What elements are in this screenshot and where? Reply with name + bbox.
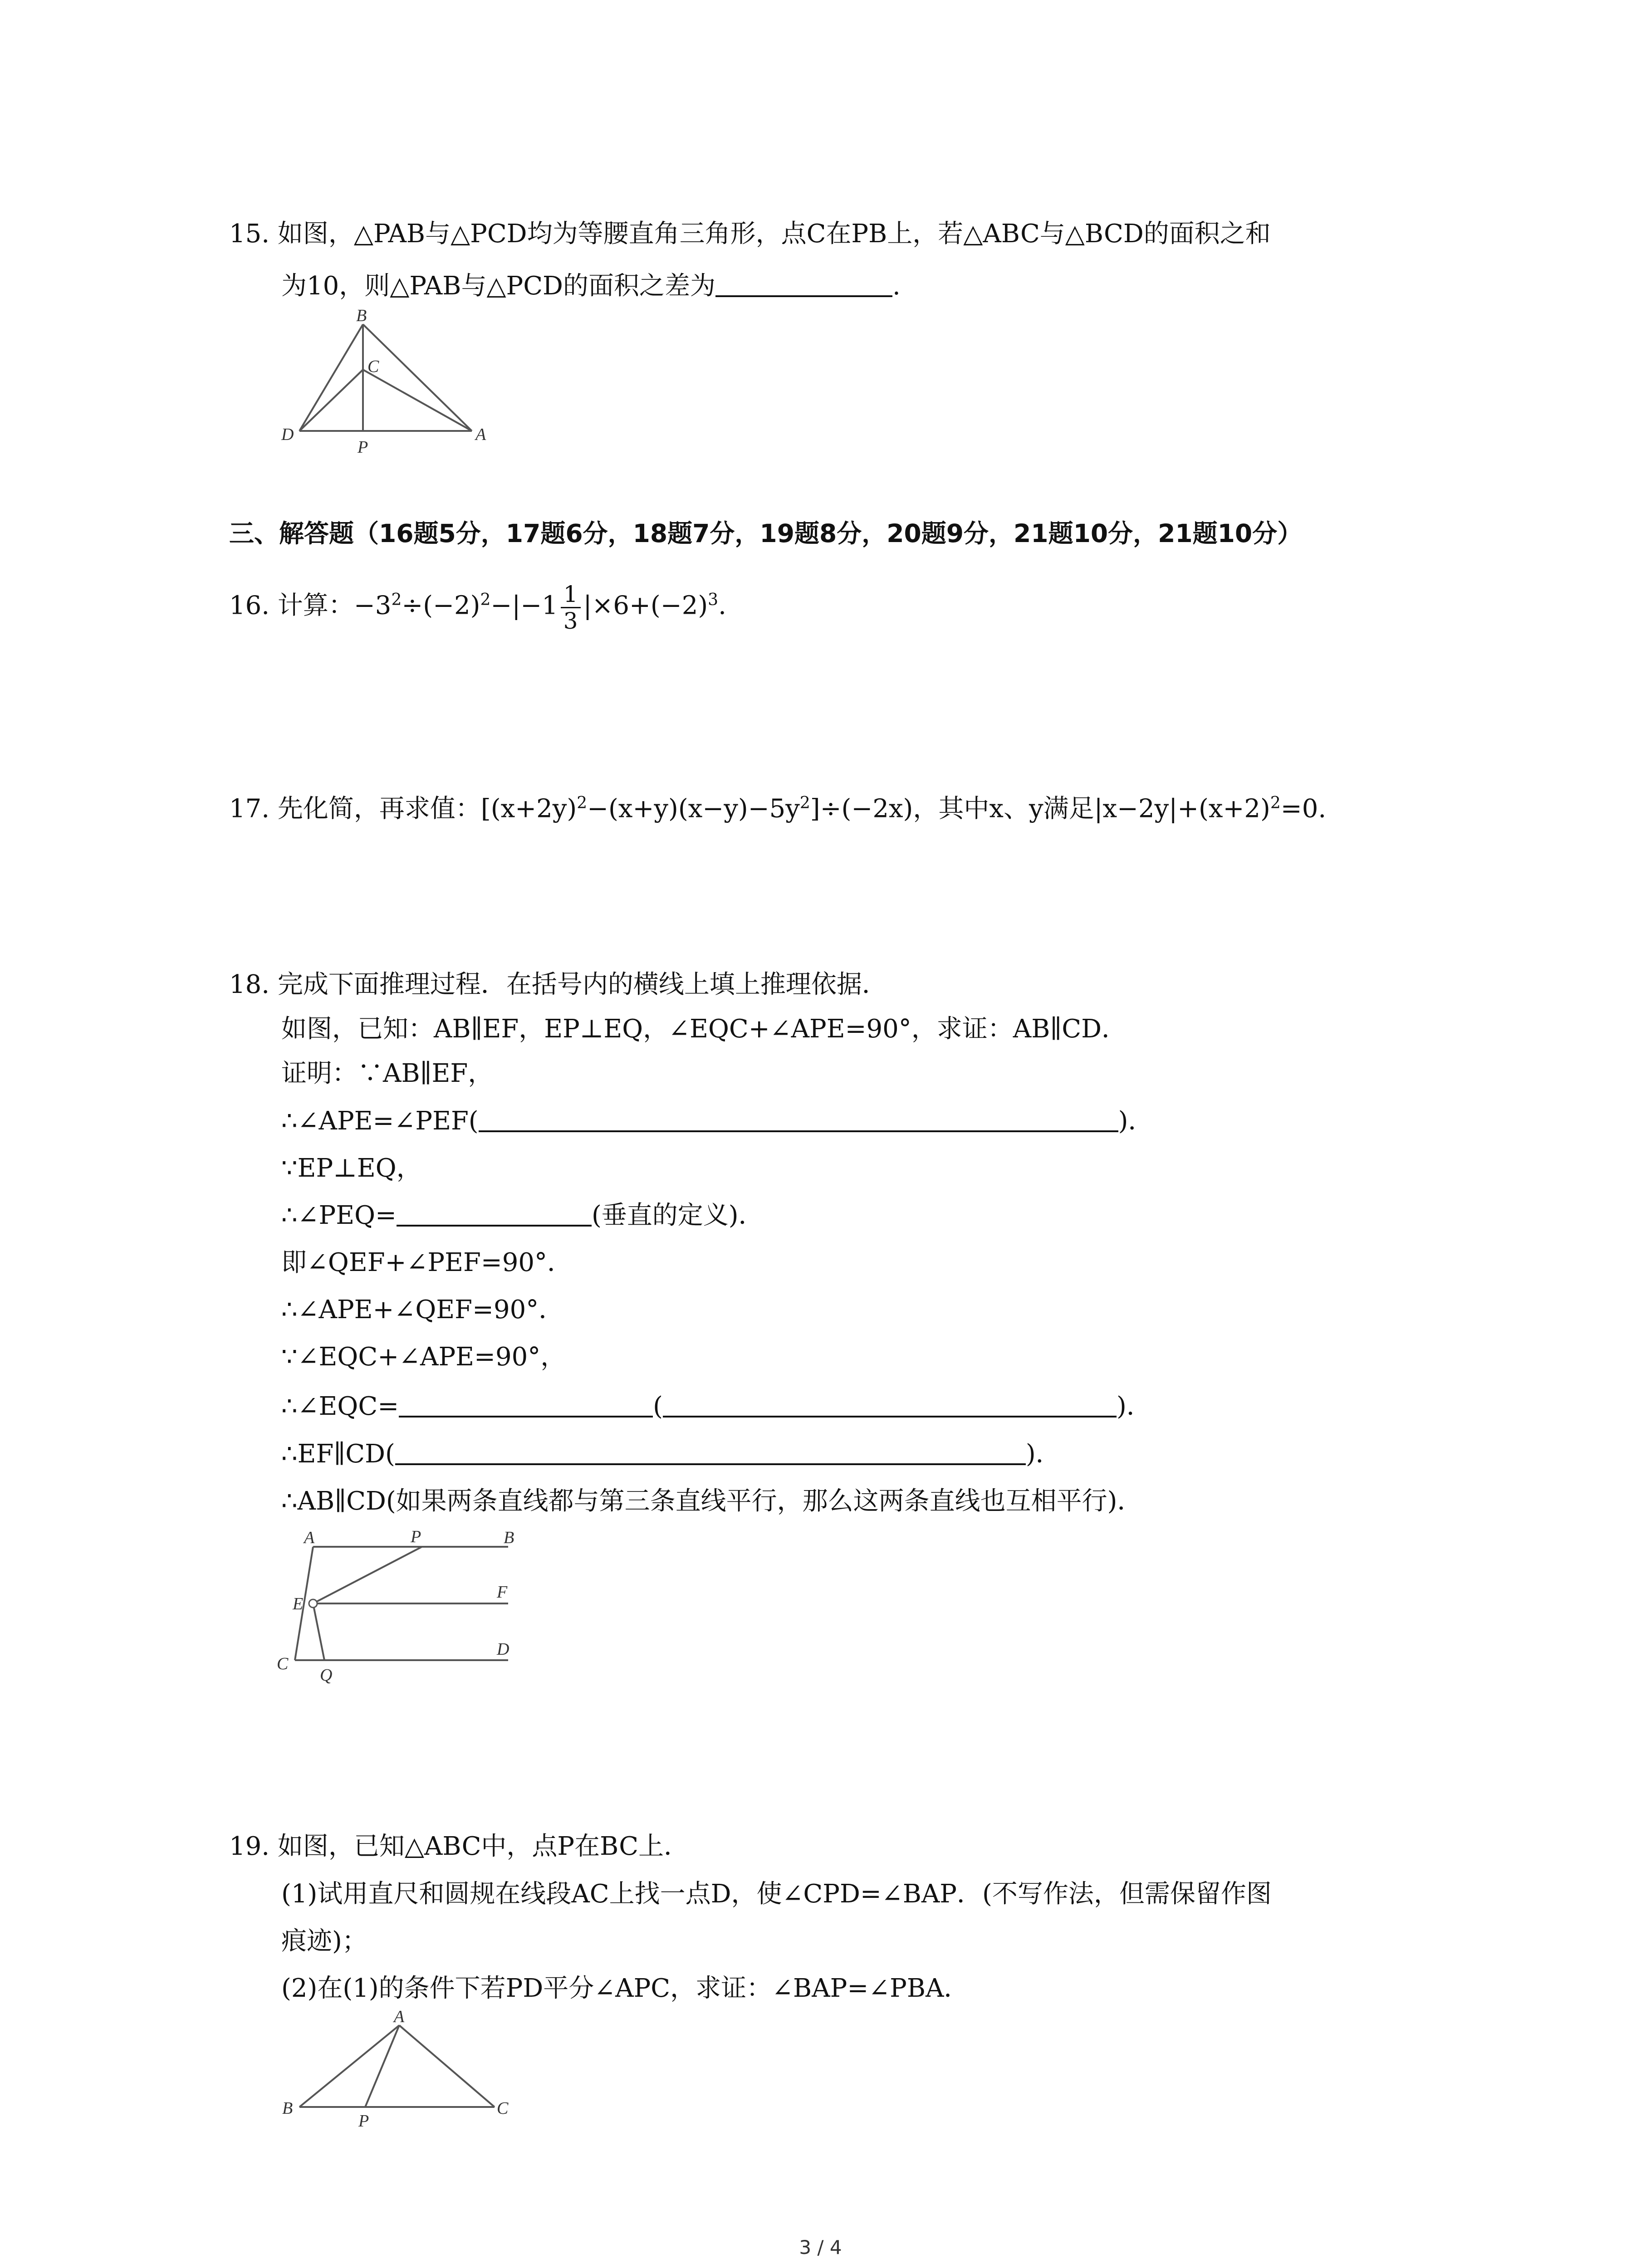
q15-text-line1: 如图，△PAB与△PCD均为等腰直角三角形，点C在PB上，若△ABC与△BCD的面积之和: [277, 219, 1271, 249]
q18-step1-blank[interactable]: [479, 1105, 1118, 1132]
q18-step3: [281, 1199, 764, 1232]
q18-step7: [281, 1390, 1152, 1423]
q16-line: [229, 575, 726, 634]
q18-intro-line: [229, 968, 887, 1001]
q17-sup2: 2: [799, 794, 810, 812]
q19-part1-line1: (1)试用直尺和圆规在线段AC上找一点D，使∠CPD=∠BAP．(不写作法，但需保留作图: [281, 1879, 1272, 1909]
q18-given: 如图，已知：AB∥EF，EP⊥EQ，∠EQC+∠APE=90°，求证：AB∥CD．: [281, 1014, 1127, 1044]
q18-step3-reason: (垂直的定义)．: [591, 1201, 764, 1230]
q18-step1-text: ∴∠APE=∠PEF(: [281, 1106, 479, 1136]
q17-sup3: 2: [1270, 794, 1281, 812]
q18-number: 18.: [229, 970, 270, 999]
q18-label-A: A: [304, 1529, 315, 1547]
q17-expr-part4: =0.: [1280, 794, 1327, 824]
q17-sup1: 2: [577, 794, 588, 812]
q18-step8-end: )．: [1025, 1439, 1061, 1469]
q16-expr-part1: 计算：−3: [277, 591, 392, 621]
q18-figure: [272, 1529, 535, 1696]
q19-label-C: C: [497, 2099, 509, 2118]
q19-figure: [272, 2005, 526, 2132]
q16-number: 16.: [229, 591, 270, 621]
q16-sup3: 3: [708, 591, 719, 609]
q18-step6: ∵∠EQC+∠APE=90°，: [281, 1342, 566, 1372]
q16-expr-part4: |×6+(−2): [583, 591, 708, 621]
q16-expr-part2: ÷(−2): [402, 591, 480, 621]
q16-frac-num: 1: [561, 582, 581, 608]
q17-number: 17.: [229, 794, 270, 824]
q18-step7-text: ∴∠EQC=: [281, 1392, 399, 1421]
q17-expr-part3: ]÷(−2x)，其中x、y满足|x−2y|+(x+2): [810, 794, 1270, 824]
q18-step3-text: ∴∠PEQ=: [281, 1201, 397, 1230]
q18-step8-text: ∴EF∥CD(: [281, 1439, 395, 1469]
q18-label-C: C: [277, 1654, 289, 1673]
section-3-heading: 三、解答题（16题5分，17题6分，18题7分，19题8分，20题9分，21题10分，21题10分）: [229, 519, 1303, 548]
q19-intro: 如图，已知△ABC中，点P在BC上．: [277, 1832, 690, 1861]
q18-step5: ∴∠APE+∠QEF=90°．: [281, 1295, 564, 1325]
q19-number: 19.: [229, 1832, 270, 1861]
q16-sup2: 2: [480, 591, 491, 609]
q18-step4: 即∠QEF+∠PEF=90°．: [281, 1248, 573, 1277]
q15-label-D: D: [281, 425, 294, 444]
q18-step9: ∴AB∥CD(如果两条直线都与第三条直线平行，那么这两条直线也互相平行)．: [281, 1486, 1143, 1516]
q18-step8-blank[interactable]: [395, 1438, 1026, 1465]
q15-label-C: C: [367, 357, 379, 376]
q15-label-A: A: [475, 425, 486, 444]
q19-label-B: B: [282, 2099, 293, 2118]
q18-step3-blank[interactable]: [397, 1199, 592, 1227]
q18-proof-start: 证明：∵AB∥EF，: [281, 1059, 494, 1088]
q17-expr-part2: −(x+y)(x−y)−5y: [587, 794, 800, 824]
q19-label-P: P: [358, 2112, 369, 2131]
q15-figure: [272, 308, 508, 458]
q19-label-A: A: [394, 2007, 405, 2026]
q16-frac-den: 3: [563, 607, 578, 634]
q17-expr-part1: 先化简，再求值：[(x+2y): [277, 794, 577, 824]
q15-answer-blank[interactable]: [715, 270, 892, 297]
q16-period: .: [718, 591, 726, 621]
q18-label-P: P: [411, 1529, 421, 1546]
q16-sup1: 2: [391, 591, 402, 609]
page-number: 3 / 4: [799, 2236, 842, 2258]
q18-label-E: E: [293, 1594, 304, 1613]
q18-step7-open: (: [653, 1392, 663, 1421]
q15-line2: [281, 270, 901, 303]
q19-part2: (2)在(1)的条件下若PD平分∠APC，求证：∠BAP=∠PBA．: [281, 1974, 970, 2003]
q18-label-F: F: [497, 1583, 508, 1602]
q18-step7-blank2[interactable]: [663, 1390, 1117, 1418]
q16-expr-part3: −|−1: [490, 591, 558, 621]
q18-label-B: B: [504, 1529, 514, 1547]
q18-step1-end: )．: [1118, 1106, 1154, 1136]
q18-label-Q: Q: [320, 1666, 333, 1685]
q18-step2: ∵EP⊥EQ，: [281, 1154, 422, 1183]
q18-step1: [281, 1105, 1154, 1138]
q15-period: .: [892, 271, 901, 301]
q15-text-line2: 为10，则△PAB与△PCD的面积之差为: [281, 271, 715, 301]
q18-step7-end: )．: [1116, 1392, 1152, 1421]
q16-fraction: [561, 582, 581, 634]
q18-intro: 完成下面推理过程．在括号内的横线上填上推理依据．: [277, 970, 887, 999]
q15-label-P: P: [358, 438, 368, 457]
q18-step8: [281, 1438, 1061, 1471]
q15-number: 15.: [229, 219, 270, 249]
q19-part1-line2: 痕迹)；: [281, 1926, 367, 1956]
q18-step7-blank1[interactable]: [399, 1390, 653, 1418]
q18-label-D: D: [497, 1640, 509, 1659]
q19-intro-line: [229, 1830, 689, 1863]
q15-label-B: B: [356, 308, 367, 325]
q15-line1: [229, 218, 1271, 250]
q17-line: [229, 787, 1326, 826]
